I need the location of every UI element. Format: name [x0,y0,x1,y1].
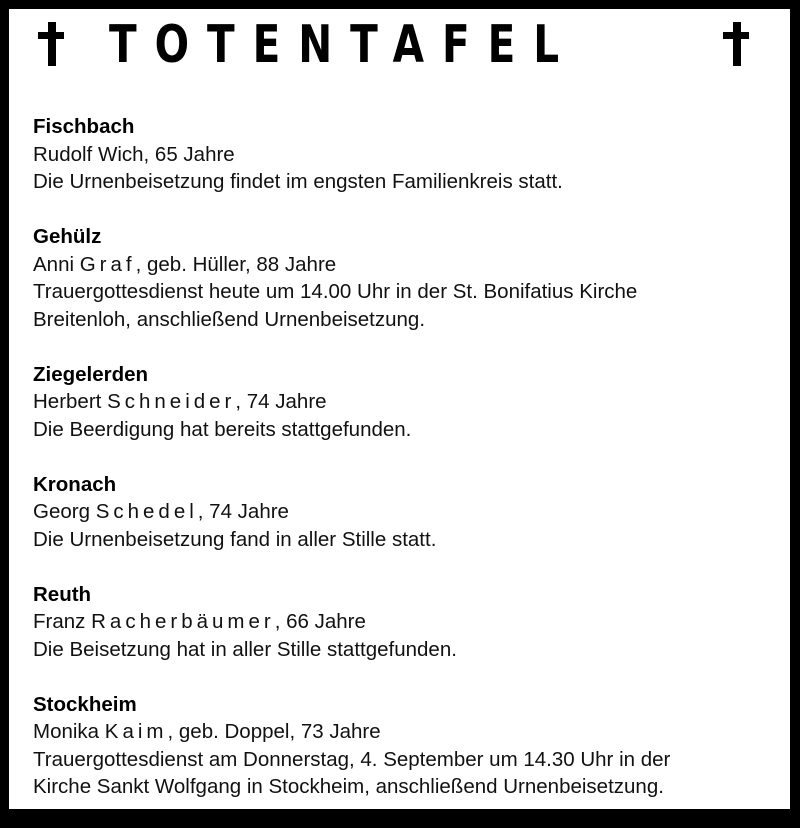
surname: Wich [97,142,144,166]
detail-line: Die Beisetzung hat in aller Stille stattgefunden. [33,637,457,661]
detail-line: Die Urnenbeisetzung findet im engsten Familienkreis statt. [33,170,563,193]
first-name: Rudolf [33,142,93,166]
title-row [9,9,790,79]
obituary-list [33,113,783,828]
obituary-entry [33,223,783,333]
person-suffix: , 66 Jahre [274,610,366,633]
cross-icon [38,22,66,66]
place-name: Gehülz [33,225,102,248]
first-name: Franz [33,610,86,633]
person-line [33,498,783,526]
first-name: Anni [33,252,75,276]
first-name: Herbert [33,390,102,413]
person-suffix: , 74 Jahre [197,500,289,523]
surname: Schneider [107,390,236,413]
person-line [33,608,783,636]
person-suffix: , geb. Doppel, 73 Jahre [167,720,381,743]
first-name: Monika [33,720,100,743]
person-suffix: , 65 Jahre [143,142,235,166]
detail-line: Trauergottesdienst am Donnerstag, 4. September um 14.30 Uhr in der [33,747,671,771]
person-line [33,388,783,416]
person-suffix: , 74 Jahre [235,390,327,413]
detail-line: Kirche Sankt Wolfgang in Stockheim, anschließend Urnenbeisetzung. [33,775,664,798]
place-name: Stockheim [33,692,137,716]
person-line [33,718,783,746]
surname: Schedel [95,500,198,523]
place-name: Kronach [33,472,117,496]
place-name: Ziegelerden [33,362,149,386]
obituary-entry [33,691,783,801]
detail-line: Breitenloh, anschließend Urnenbeisetzung. [33,307,426,331]
surname: Racherbäumer [91,610,275,633]
place-name: Fischbach [33,115,135,138]
person-line [33,251,783,279]
surname: Kaim [104,720,168,743]
page-title: TOTENTAFEL [109,15,578,75]
obituary-entry [33,581,783,664]
detail-line: Die Beerdigung hat bereits stattgefunden. [33,417,412,441]
detail-line: Die Urnenbeisetzung fand in aller Stille statt. [33,527,437,551]
surname: Graf [79,252,136,276]
obituary-entry [33,113,783,196]
first-name: Georg [33,500,90,523]
obituary-entry [33,361,783,444]
person-suffix: , geb. Hüller, 88 Jahre [135,252,337,276]
obituary-entry [33,471,783,554]
detail-line: Trauergottesdienst heute um 14.00 Uhr in der St. Bonifatius Kirche [33,280,638,303]
cross-icon [723,22,751,66]
obituary-board [9,9,790,809]
place-name: Reuth [33,582,92,606]
person-line [33,141,783,169]
